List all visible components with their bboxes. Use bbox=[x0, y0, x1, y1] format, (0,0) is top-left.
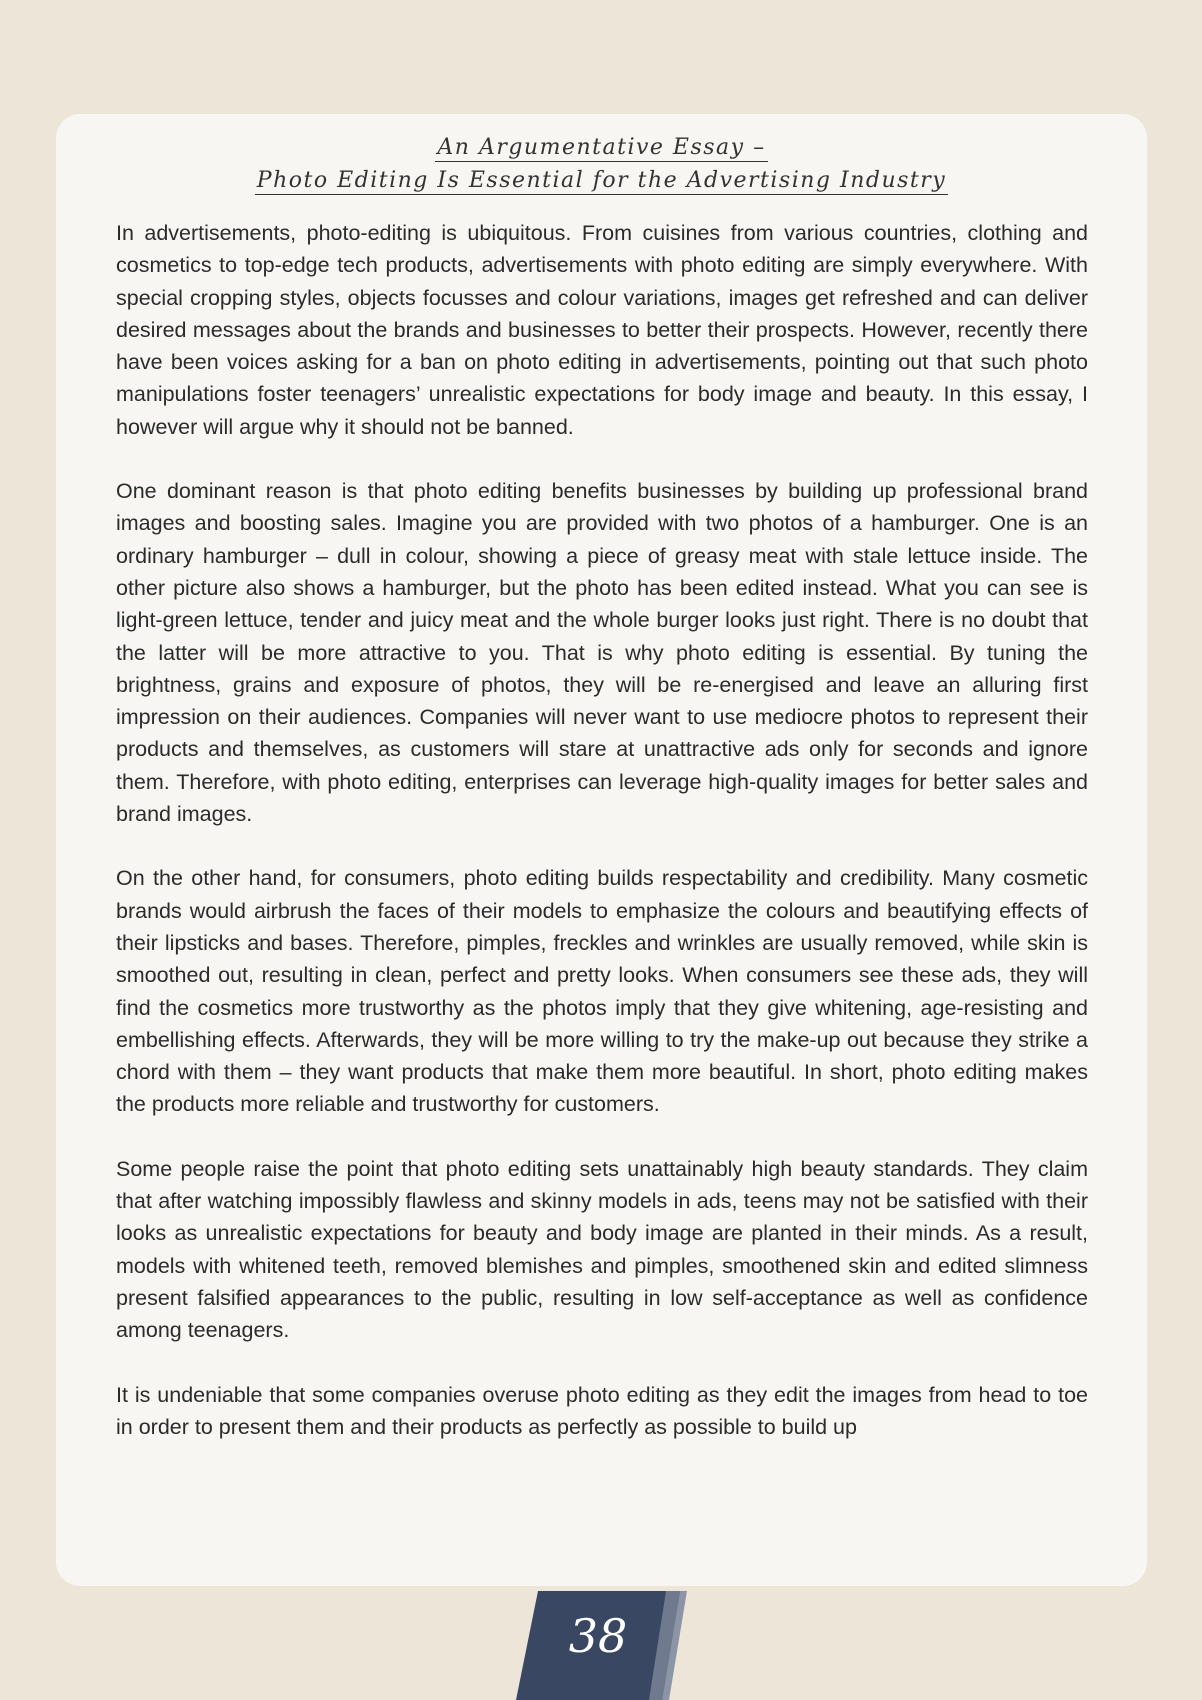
page-number: 38 bbox=[568, 1609, 628, 1663]
paragraph-rebuttal: It is undeniable that some companies overuse photo editing as they edit the images from head to toe in order to present them and their products as perfectly as possible to build up bbox=[116, 1382, 1088, 1439]
paragraph-consumers: On the other hand, for consumers, photo editing builds respectability and credibility. Many cosmetic brands would airbrush the faces of their models to emphasize the colours and beautifying effects of their lipsticks and bases. Therefore, pimples, freckles and wrinkles are usually removed, while skin is smoothed out, resulting in clean, perfect and pretty looks. When consumers see these ads, they will find the cosmetics more trustworthy as the photos imply that they give whitening, age-resisting and embellishing effects. Afterwards, they will be more willing to try the make-up out because they strike a chord with them – they want products that make them more beautiful. In short, photo editing makes the products more reliable and trustworthy for customers. bbox=[116, 866, 1088, 1117]
essay-card bbox=[56, 114, 1147, 1586]
paragraph-introduction: In advertisements, photo-editing is ubiquitous. From cuisines from various countries, clothing and cosmetics to top-edge tech products, advertisements with photo editing are simply everywhere. With special cropping styles, objects focusses and colour variations, images get refreshed and can deliver desired messages about the brands and businesses to better their prospects. However, recently there have been voices asking for a ban on photo editing in advertisements, pointing out that such photo manipulations foster teenagers’ unrealistic expectations for body image and beauty. In this essay, I however will argue why it should not be banned. bbox=[116, 221, 1088, 439]
paragraph-counterargument: Some people raise the point that photo editing sets unattainably high beauty standards. They claim that after watching impossibly flawless and skinny models in ads, teens may not be satisfied with their looks as unrealistic expectations for beauty and body image are planted in their minds. As a result, models with whitened teeth, removed blemishes and pimples, smoothened skin and edited slimness present falsified appearances to the public, resulting in low self-acceptance as well as confidence among teenagers. bbox=[116, 1156, 1088, 1343]
essay-body bbox=[116, 217, 1088, 1475]
paragraph-businesses: One dominant reason is that photo editing benefits businesses by building up professional brand images and boosting sales. Imagine you are provided with two photos of a hamburger. One is an ordinary hamburger – dull in colour, showing a piece of greasy meat with stale lettuce inside. The other picture also shows a hamburger, but the photo has been edited instead. What you can see is light-green lettuce, tender and juicy meat and the whole burger looks just right. There is no doubt that the latter will be more attractive to you. That is why photo editing is essential. By tuning the brightness, grains and exposure of photos, they will be re-energised and leave an alluring first impression on their audiences. Companies will never want to use mediocre photos to represent their products and themselves, as customers will stare at unattractive ads only for seconds and ignore them. Therefore, with photo editing, enterprises can leverage high-quality images for better sales and brand images. bbox=[116, 479, 1088, 827]
essay-title-line-2: Photo Editing Is Essential for the Advertising Industry bbox=[256, 168, 947, 193]
essay-title-line-1: An Argumentative Essay – bbox=[437, 135, 766, 160]
